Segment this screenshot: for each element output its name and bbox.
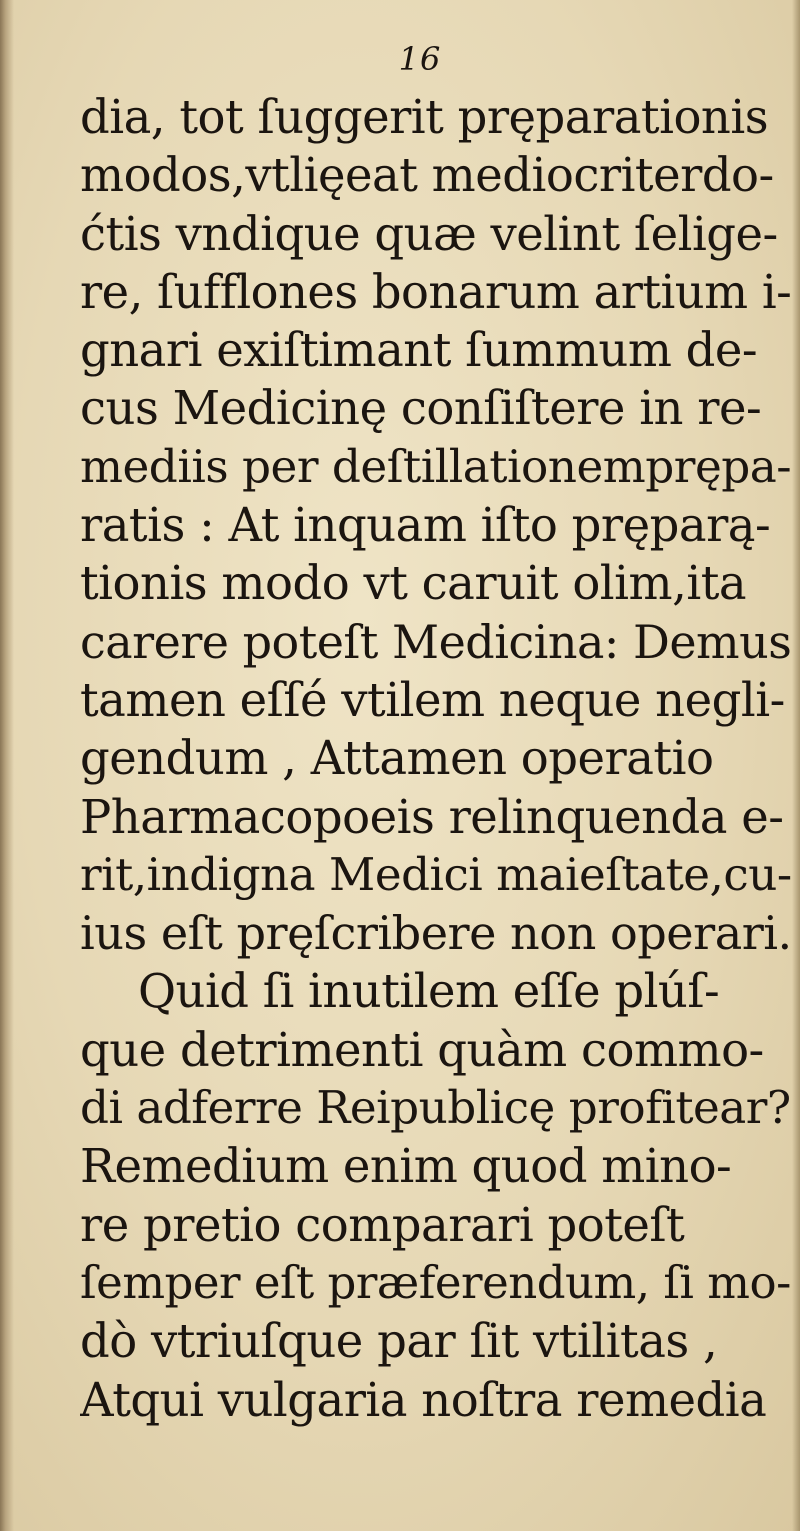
text-line: dia, tot ſuggerit pręparationis: [80, 90, 769, 144]
text-line: tionis modo vt caruit olim,ita: [80, 556, 747, 611]
text-line: dò vtriuſque par ſit vtilitas ,: [80, 1314, 718, 1369]
text-line: ratis : At inquam iſto pręparą-: [80, 498, 771, 553]
text-line: tamen eſſé vtilem neque negli-: [80, 672, 785, 727]
text-line: que detrimenti quàm commo-: [80, 1022, 764, 1077]
text-line: cus Medicinę conſiſtere in re-: [80, 381, 762, 436]
text-line: gendum , Attamen operatio: [80, 731, 714, 786]
text-line: ćtis vndique quæ velint ſelige-: [80, 206, 778, 261]
text-line: re pretio comparari poteſt: [80, 1197, 685, 1252]
text-line: gnari exiſtimant ſummum de-: [80, 323, 758, 378]
text-line: rit,indigna Medici maieſtate,cu-: [80, 847, 792, 901]
text-line: Quid ſi inutilem eſſe plúſ-: [138, 964, 720, 1019]
text-line: mediis per deſtillationemprępa-: [80, 439, 792, 493]
text-line: di adferre Reipublicę profitear?: [80, 1081, 791, 1135]
page-number: 16: [398, 40, 442, 78]
text-line: ſemper eſt præferendum, ſi mo-: [80, 1255, 791, 1309]
text-line: Atqui vulgaria noſtra remedia: [80, 1372, 767, 1427]
page-gutter-shadow: [0, 0, 14, 1531]
text-line: ius eſt pręſcribere non operari.: [80, 906, 792, 961]
text-line: Pharmacopoeis relinquenda e-: [80, 789, 784, 844]
text-block: [80, 88, 800, 1429]
text-line: re, ſufflones bonarum artium i-: [80, 264, 792, 319]
text-line: carere poteſt Medicina: Demus: [80, 614, 792, 669]
text-line: Remedium enim quod mino-: [80, 1139, 732, 1194]
text-line: modos,vtlięeat mediocriterdo-: [80, 148, 774, 203]
